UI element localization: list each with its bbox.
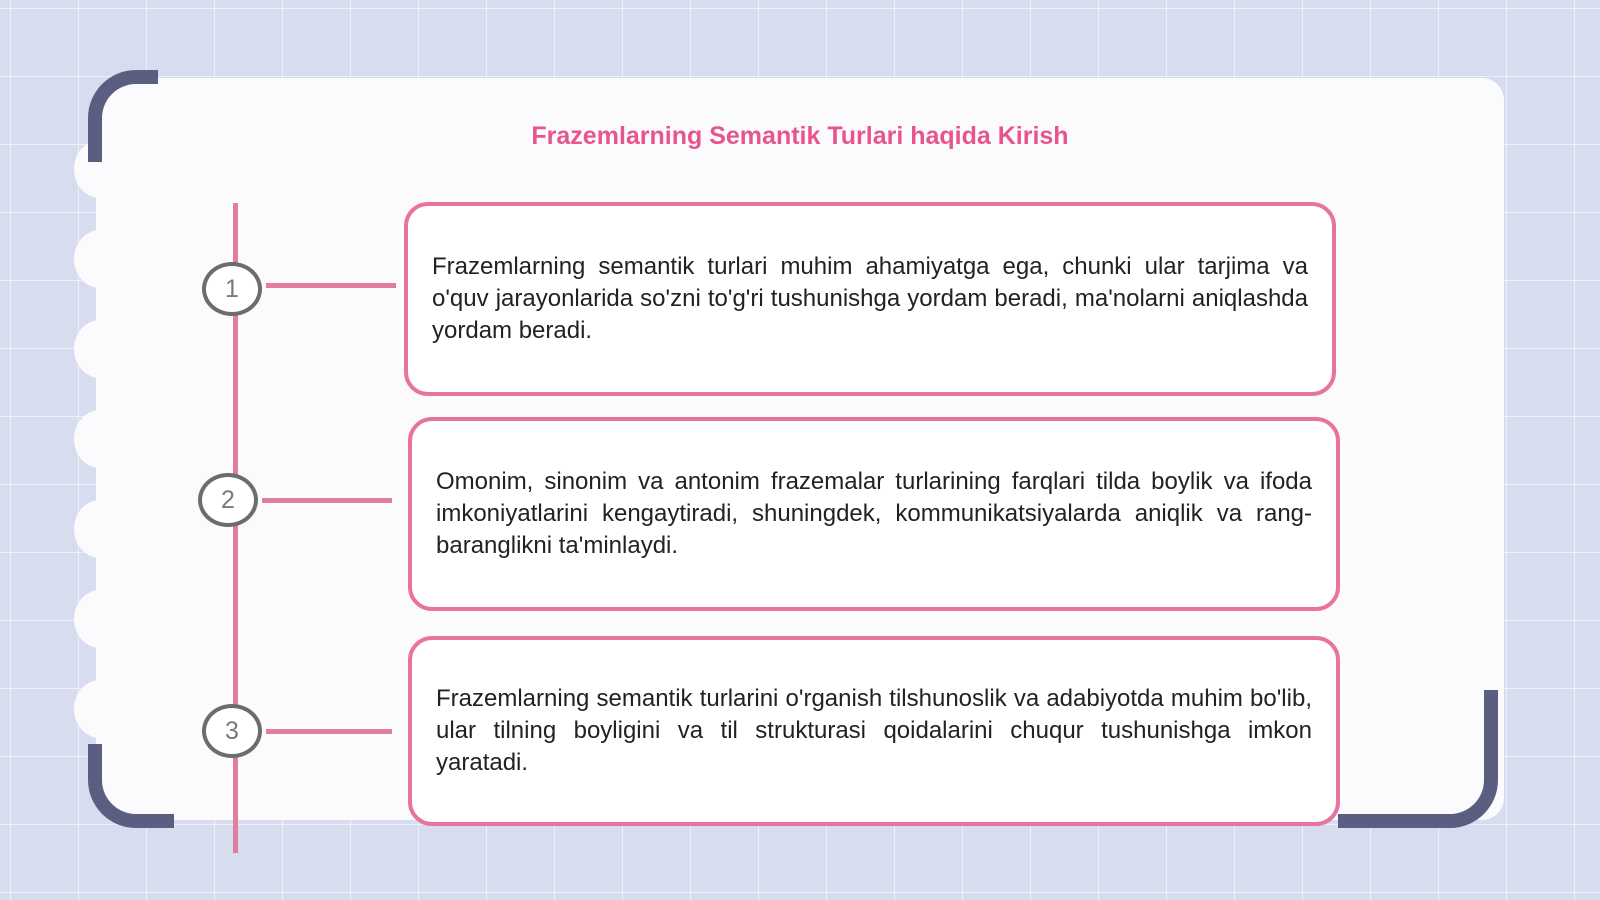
info-box-text: Frazemlarning semantik turlarini o'rganish tilshunoslik va adabiyotda muhim bo'lib, ular tilning boyligini va til strukturasi qoidalarini chuqur tushunishga imkon yaratadi. xyxy=(436,685,1312,776)
info-box-2 xyxy=(408,417,1340,611)
card-scallop xyxy=(74,590,126,648)
slide-title: Frazemlarning Semantik Turlari haqida Kirish xyxy=(531,122,1069,150)
timeline-marker-3: 3 xyxy=(202,704,262,758)
card-scallop xyxy=(74,680,126,738)
timeline-marker-1: 1 xyxy=(202,262,262,316)
corner-bracket-bottom-left xyxy=(88,744,174,828)
corner-bracket-top-left xyxy=(88,70,158,162)
info-box-3 xyxy=(408,636,1340,826)
timeline-connector xyxy=(266,729,392,734)
timeline-marker-2: 2 xyxy=(198,473,258,527)
timeline-connector xyxy=(262,498,392,503)
card-scallop xyxy=(74,230,126,288)
card-scallop xyxy=(74,500,126,558)
card-scallop xyxy=(74,410,126,468)
info-box-1 xyxy=(404,202,1336,396)
corner-bracket-bottom-right xyxy=(1338,690,1498,828)
card-scallop xyxy=(74,320,126,378)
info-box-text: Omonim, sinonim va antonim frazemalar turlarining farqlari tilda boylik va ifoda imkoniyatlarini kengaytiradi, shuningdek, kommunikatsiyalarda aniqlik va rang-baranglikni ta'minlaydi. xyxy=(436,468,1312,559)
info-box-text: Frazemlarning semantik turlari muhim ahamiyatga ega, chunki ular tarjima va o'quv jarayonlarida so'zni to'g'ri tushunishga yordam beradi, ma'nolarni aniqlashda yordam beradi. xyxy=(432,253,1308,344)
timeline-connector xyxy=(266,283,396,288)
